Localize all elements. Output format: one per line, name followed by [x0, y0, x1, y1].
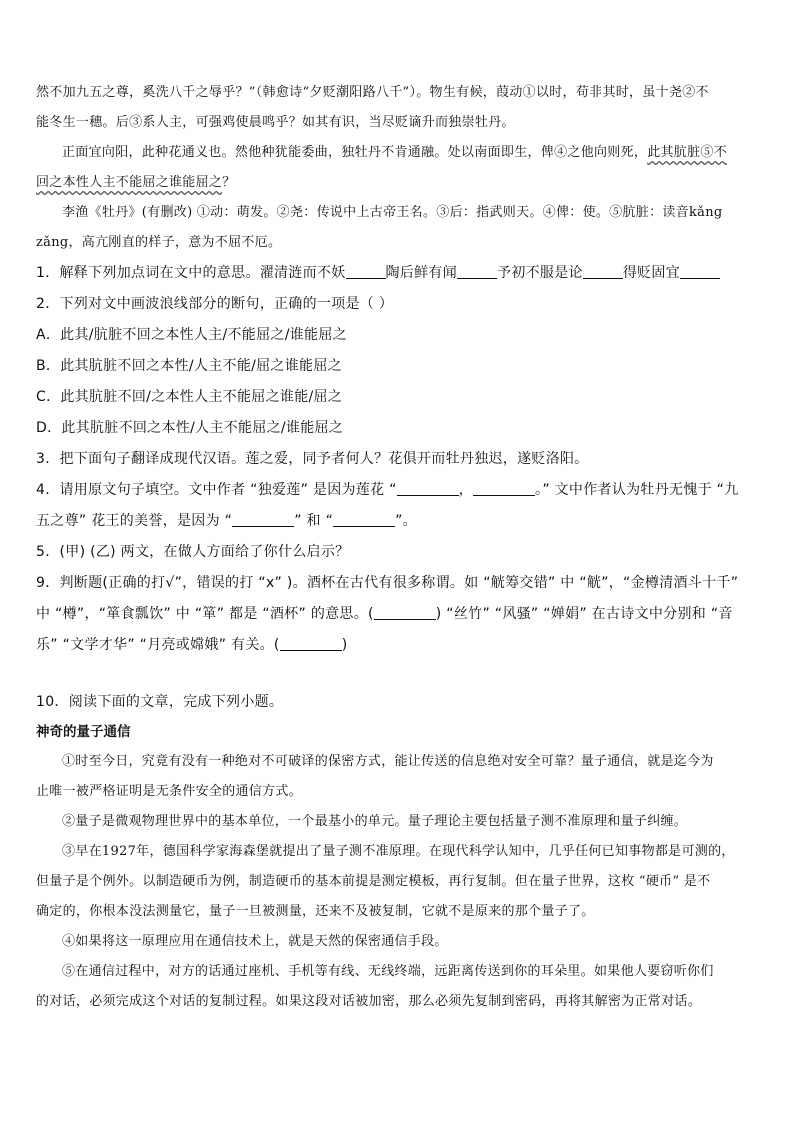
question-text: ) “丝竹” “风骚” “婵娟” 在古诗文中分别和 “音 [435, 606, 733, 622]
option-a[interactable]: A．此其/肮脏不回之本性人主/不能屈之/谁能屈之 [36, 327, 347, 343]
article-paragraph: ③早在1927年，德国科学家海森堡就提出了量子测不准原理。在现代科学认知中，几乎任何已知事物都是可测的， [62, 844, 735, 859]
article-paragraph: 止唯一被严格证明是无条件安全的通信方式。 [36, 784, 303, 799]
answer-blank[interactable] [680, 264, 720, 279]
question-text: 。” 文中作者认为牡丹无愧于 “九 [535, 482, 739, 498]
question-text: 乐” “文学才华” “月亮或嫦娥” 有关。( [36, 637, 280, 653]
option-b[interactable]: B．此其肮脏不回之本性/人主不能/屈之谁能屈之 [36, 358, 342, 374]
question-text: ) [341, 637, 348, 653]
answer-blank[interactable] [457, 264, 497, 279]
question-2: 2．下列对文中画波浪线部分的断句，正确的一项是（ ） [36, 296, 394, 312]
question-5: 5．(甲) (乙) 两文，在做人方面给了你什么启示？ [36, 544, 350, 560]
answer-blank[interactable] [280, 636, 342, 651]
answer-blank[interactable] [333, 512, 395, 527]
question-text: 五之尊” 花王的美誉，是因为 “ [36, 513, 233, 529]
question-4-cont [36, 506, 758, 537]
question-text: 4．请用原文句子填空。文中作者 “独爱莲” 是因为莲花 “ [36, 482, 397, 498]
article-paragraph: 但量子是个例外。以制造硬币为例，制造硬币的基本前提是测定模板，再行复制。但在量子世界，这枚 “硬币” 是不 [36, 874, 711, 889]
article-paragraph: 确定的，你根本没法测量它，量子一旦被测量，还来不及被复制，它就不是原来的那个量子了。 [36, 904, 595, 919]
question-9-cont [36, 599, 758, 630]
question-text: 中 “樽”，“箪食瓢饮” 中 “箪” 都是 “酒杯” 的意思。( [36, 606, 374, 622]
passage-line [36, 138, 758, 168]
article-paragraph: ①时至今日，究竟有没有一种绝对不可破译的保密方式，能让传送的信息绝对安全可靠？量子通信，就是迄今为 [62, 754, 714, 769]
question-text: ， [458, 482, 474, 498]
answer-blank[interactable] [346, 264, 386, 279]
article-paragraph: 的对话，必须完成这个对话的复制过程。如果这段对话被加密，那么必须先复制到密码，再将其解密为正常对话。 [36, 994, 702, 1009]
answer-blank[interactable] [583, 264, 623, 279]
question-3: 3．把下面句子翻译成现代汉语。莲之爱，同予者何人？花俱开而牡丹独迟，遂贬洛阳。 [36, 451, 589, 467]
article-paragraph: ⑤在通信过程中，对方的话通过座机、手机等有线、无线终端，远距离传送到你的耳朵里。如果他人要窃听你们 [62, 964, 714, 979]
source-note: zǎng，高亢刚直的样子，意为不屈不厄。 [36, 235, 282, 250]
question-text: 得贬固宜 [622, 265, 681, 281]
question-text: 陶后鲜有闻 [385, 265, 458, 281]
option-d[interactable]: D．此其肮脏不回之本性/人主不能屈之/谁能屈之 [36, 420, 344, 436]
spacer [36, 661, 758, 687]
question-9-cont [36, 630, 758, 661]
question-text: ” 和 “ [294, 513, 334, 529]
wavy-underlined-text: 此其肮脏⑤不 [647, 145, 728, 160]
question-10: 10．阅读下面的文章，完成下列小题。 [36, 694, 284, 710]
question-text: ”。 [395, 513, 417, 529]
article-paragraph: ②量子是微观物理世界中的基本单位，一个最基小的单元。量子理论主要包括量子测不准原理和量子纠缠。 [62, 814, 688, 829]
question-4 [36, 475, 758, 506]
answer-blank[interactable] [232, 512, 294, 527]
option-c[interactable]: C．此其肮脏不回/之本性人主不能屈之谁能/屈之 [36, 389, 343, 405]
question-text: 予初不服是论 [497, 265, 583, 281]
passage-text: 正面宜向阳，此种花通义也。然他种犹能委曲，独牡丹不肯通融。处以南面即生，俾④之他向则死， [62, 145, 648, 160]
passage-line: 能冬生一穗。后③系人主，可强鸡使晨鸣乎？如其有识，当尽贬谪升而独崇牡丹。 [36, 115, 515, 130]
passage-line [36, 168, 758, 198]
wavy-underlined-text: 回之本性人主不能屈之谁能屈之 [36, 175, 223, 190]
question-text: 1．解释下列加点词在文中的意思。濯清涟而不妖 [36, 265, 346, 281]
question-1 [36, 258, 758, 289]
passage-text: ？ [222, 175, 236, 190]
answer-blank[interactable] [397, 481, 459, 496]
article-title: 神奇的量子通信 [36, 724, 131, 740]
answer-blank[interactable] [473, 481, 535, 496]
answer-blank[interactable] [374, 605, 436, 620]
article-paragraph: ④如果将这一原理应用在通信技术上，就是天然的保密通信手段。 [62, 934, 448, 949]
question-9: 9．判断题(正确的打√”，错误的打 “x” )。酒杯在古代有很多称谓。如 “觥筹交错” 中 “觥”，“金樽清酒斗十千” [36, 575, 739, 591]
source-note: 李渔《牡丹》(有删改) ①动：萌发。②尧：传说中上古帝王名。③后：指武则天。④俾：使。⑤肮脏：读音kǎng [62, 205, 723, 220]
passage-line: 然不加九五之尊，奚洗八千之辱乎？”（韩愈诗“夕贬潮阳路八千”）。物生有候，葭动①以时，苟非其时，虽十尧②不 [36, 85, 709, 100]
